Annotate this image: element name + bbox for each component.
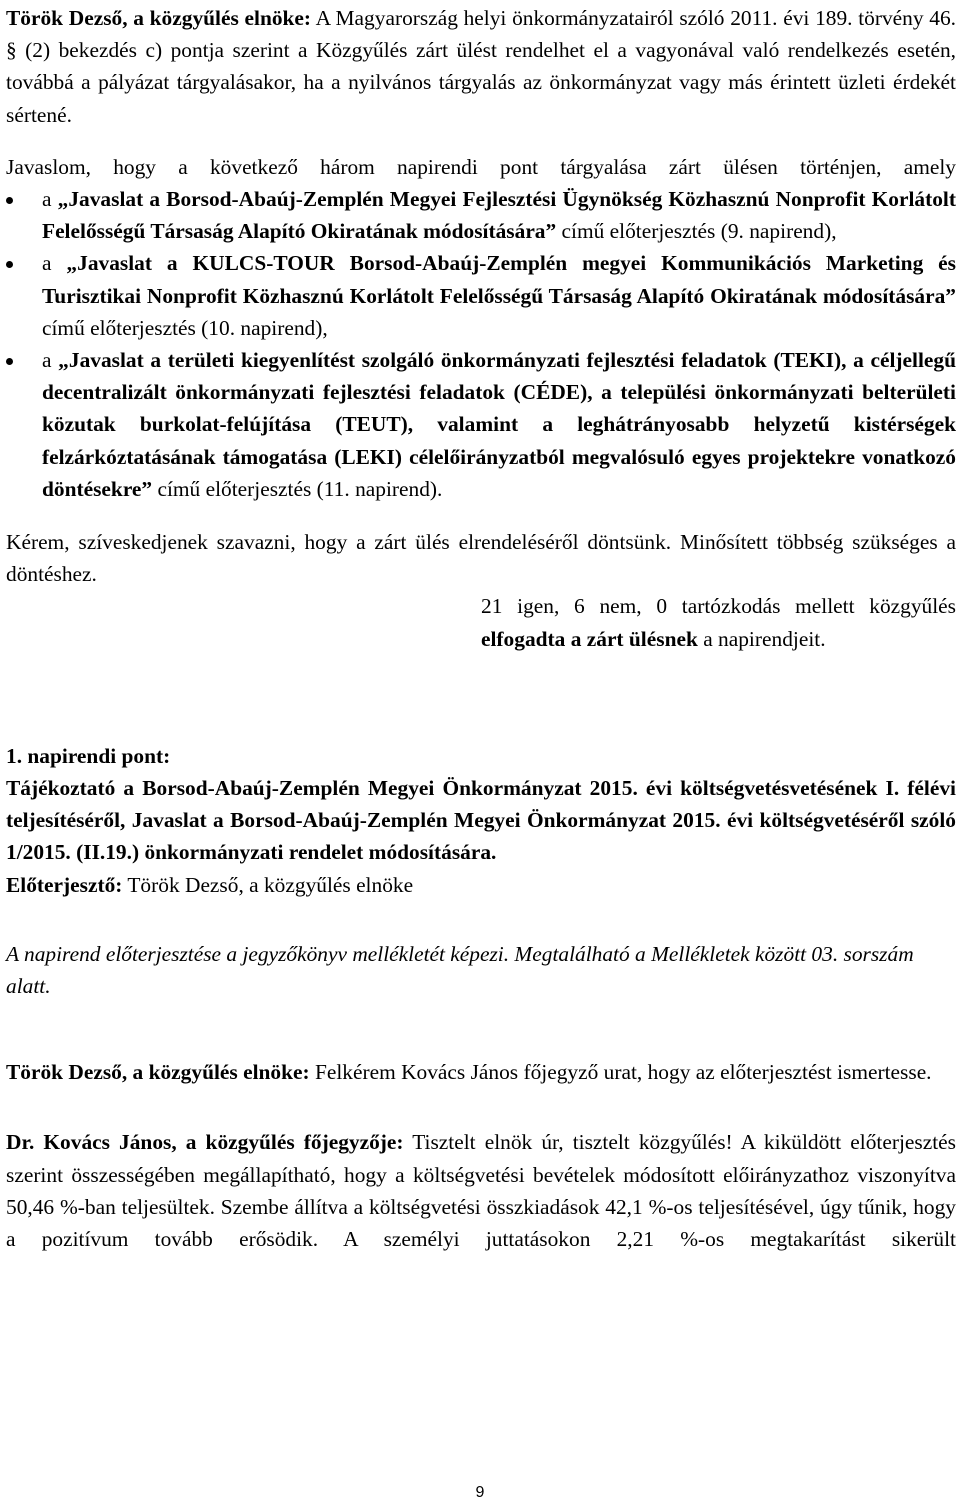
presenter-label: Előterjesztő: xyxy=(6,872,123,897)
closed-session-agenda-list xyxy=(6,183,956,505)
agenda-heading: 1. napirendi pont: xyxy=(6,743,171,768)
bullet-icon xyxy=(6,197,13,204)
speaker-label: Török Dezső, a közgyűlés elnöke: xyxy=(6,1060,310,1085)
vote-result-emphasis: elfogadta a zárt ülésnek xyxy=(481,626,698,651)
item-title: „Javaslat a Borsod-Abaúj-Zemplén Megyei Fejlesztési Ügynökség Közhasznú Nonprofit Korlátolt Felelősségű Társaság Alapító Okiratának módosítására” xyxy=(42,187,957,244)
page-number: 9 xyxy=(475,1484,485,1501)
chairman-statement-1 xyxy=(6,2,956,131)
list-item: a „Javaslat a KULCS-TOUR Borsod-Abaúj-Zemplén megyei Kommunikációs Marketing és Turisztikai Nonprofit Közhasznú Korlátolt Felelősségű Társaság Alapító Okiratának módosítására” című előterjesztés (10. napirend), xyxy=(6,247,956,344)
item-title: „Javaslat a területi kiegyenlítést szolgáló önkormányzati fejlesztési feladatok (TEKI), a céljellegű decentralizált önkormányzati fejlesztési feladatok (CÉDE), a települési önkormányzati belterületi közutak burkolat-felújítása (TEUT), valamint a leghátrányosabb helyzetű kistérségek felzárkóztatásának támogatása (LEKI) célelőirányzatból megvalósuló egyes projektekre vonatkozó döntésekre” xyxy=(42,348,956,501)
document-page xyxy=(6,2,956,1255)
agenda-presenter: Előterjesztő: Török Dezső, a közgyűlés elnöke xyxy=(6,872,414,897)
proposal-intro: Javaslom, hogy a következő három napirendi pont tárgyalása zárt ülésen történjen, amely xyxy=(6,154,956,179)
notary-statement: Dr. Kovács János, a közgyűlés főjegyzője: Tisztelt elnök úr, tisztelt közgyűlés! A kiküldött előterjesztés szerint összességében megállapítható, hogy a költségvetési bevételek módosított előirányzathoz viszonyítva 50,46 %-ban teljesültek. Szembe állítva a költségvetési összkiadások 42,1 %-os teljesítésével, úgy tűnik, hogy a pozitívum tovább erősödik. A személyi juttatásokon 2,21 %-os megtakarítást sikerült xyxy=(6,1130,956,1252)
list-item: a „Javaslat a Borsod-Abaúj-Zemplén Megyei Fejlesztési Ügynökség Közhasznú Nonprofit Korlátolt Felelősségű Társaság Alapító Okiratának módosítására” című előterjesztés (9. napirend), xyxy=(6,183,956,247)
speaker-label: Dr. Kovács János, a közgyűlés főjegyzője: xyxy=(6,1130,404,1155)
agenda-title: Tájékoztató a Borsod-Abaúj-Zemplén Megyei Önkormányzat 2015. évi költségvetésvetésének I. félévi teljesítéséről, Javaslat a Borsod-Abaúj-Zemplén Megyei Önkormányzat 2015. évi költségvetéséről szóló 1/2015. (II.19.) önkormányzati rendelet módosítására. xyxy=(6,776,956,865)
vote-request: Kérem, szíveskedjenek szavazni, hogy a zárt ülés elrendeléséről döntsünk. Minősített többség szükséges a döntéshez. xyxy=(6,530,956,587)
list-item: a „Javaslat a területi kiegyenlítést szolgáló önkormányzati fejlesztési feladatok (TEKI), a céljellegű decentralizált önkormányzati fejlesztési feladatok (CÉDE), a települési önkormányzati belterületi közutak burkolat-felújítása (TEUT), valamint a leghátrányosabb helyzetű kistérségek felzárkóztatásának támogatása (LEKI) célelőirányzatból megvalósuló egyes projektekre vonatkozó döntésekre” című előterjesztés (11. napirend). xyxy=(6,344,956,505)
statement-text: A Magyarország helyi önkormányzatairól szóló 2011. évi 189. törvény 46. § (2) bekezdés c) pontja szerint a Közgyűlés zárt ülést rendelhet el a vagyonával való rendelkezés esetén, továbbá a pályázat tárgyalásakor, ha a nyilvános tárgyalás az önkormányzat vagy más érintett üzleti érdekét sértené. xyxy=(6,6,956,127)
bullet-icon xyxy=(6,261,13,268)
item-title: „Javaslat a KULCS-TOUR Borsod-Abaúj-Zemplén megyei Kommunikációs Marketing és Turisztikai Nonprofit Közhasznú Korlátolt Felelősségű Társaság Alapító Okiratának módosítására” xyxy=(42,251,956,308)
chairman-statement-2: Török Dezső, a közgyűlés elnöke: Felkérem Kovács János főjegyző urat, hogy az előterjesztést ismertesse. xyxy=(6,1060,932,1085)
attachment-note: A napirend előterjesztése a jegyzőkönyv mellékletét képezi. Megtalálható a Mellékletek között 03. sorszám alatt. xyxy=(6,941,914,999)
vote-result: 21 igen, 6 nem, 0 tartózkodás mellett közgyűlés elfogadta a zárt ülésnek a napirendjeit. xyxy=(481,594,956,651)
speaker-label: Török Dezső, a közgyűlés elnöke: xyxy=(6,6,312,30)
bullet-icon xyxy=(6,358,13,365)
